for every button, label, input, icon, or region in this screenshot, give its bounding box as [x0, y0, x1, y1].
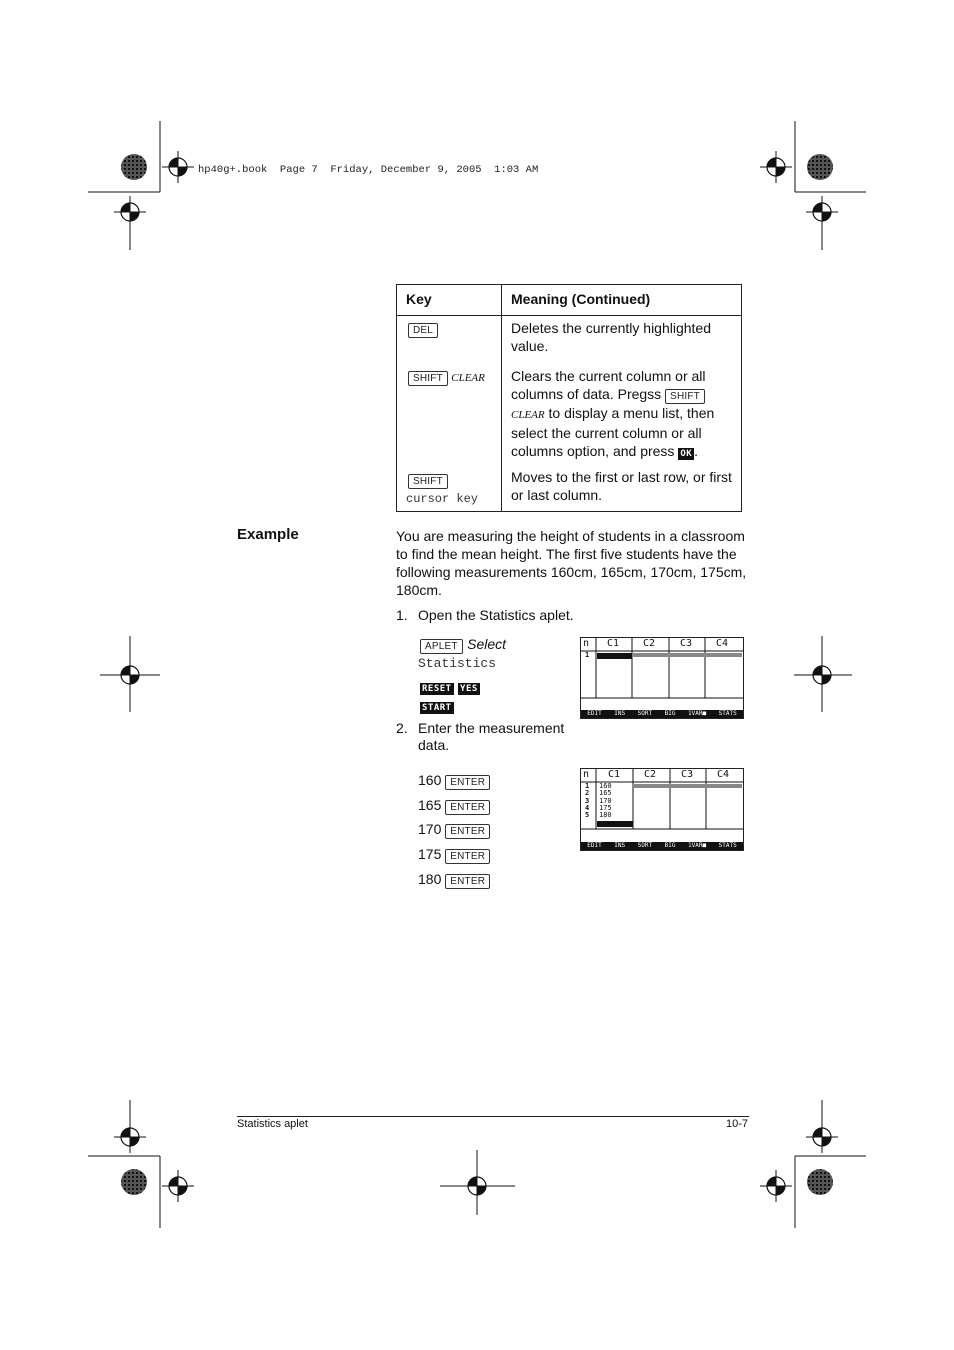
meaning-text: to display a menu list, then select the current column or all columns option, and press [511, 405, 715, 459]
reset-softkey: RESET [422, 684, 452, 694]
menu-ins: INS [614, 842, 626, 849]
screen-c1-values [599, 783, 612, 819]
screen-col-c2: C2 [644, 769, 657, 780]
screen-row-numbers [585, 783, 589, 819]
menu-big: BIG [664, 842, 676, 849]
shift-key: SHIFT [665, 389, 705, 404]
menu-big: BIG [664, 710, 676, 717]
menu-1var: 1VAR■ [688, 842, 707, 849]
screen-col-c1: C1 [607, 638, 620, 649]
entry-list [418, 768, 490, 892]
shift-key: SHIFT [408, 371, 448, 386]
step-1-number: 1. [396, 607, 408, 623]
menu-ins: INS [614, 710, 626, 717]
table-row-meaning [511, 367, 737, 460]
entry-item [418, 817, 490, 842]
screen-row-number: 1 [585, 651, 590, 659]
table-row-key [408, 473, 480, 504]
menu-sort: SORT [637, 710, 653, 717]
menu-1var: 1VAR■ [688, 710, 707, 717]
key-meaning-table [396, 284, 742, 512]
menu-stats: STATS [718, 710, 737, 717]
example-heading: Example [237, 526, 299, 543]
entry-item [418, 768, 490, 793]
entry-item [418, 842, 490, 867]
step-1-softkeys [420, 678, 480, 696]
screen-col-c3: C3 [681, 769, 694, 780]
entry-value: 165 [418, 796, 442, 813]
screen-col-c3: C3 [680, 638, 693, 649]
shift-key: SHIFT [408, 474, 448, 489]
screen-col-n: n [583, 638, 590, 649]
row-number: 3 [585, 796, 590, 805]
start-softkey: START [422, 703, 452, 713]
enter-key: ENTER [445, 849, 490, 864]
meaning-text: . [694, 443, 699, 459]
screen-col-c4: C4 [716, 638, 729, 649]
calculator-screen-1 [580, 637, 744, 719]
footer-rule [237, 1116, 749, 1117]
menu-sort: SORT [637, 842, 653, 849]
enter-key: ENTER [445, 775, 490, 790]
row-number: 4 [585, 803, 590, 812]
footer-section-title: Statistics aplet [237, 1118, 308, 1130]
screen-col-c4: C4 [717, 769, 730, 780]
table-row-key [408, 370, 485, 386]
entry-value: 160 [418, 772, 442, 788]
entry-item [418, 793, 490, 818]
cell-value: 170 [599, 796, 612, 805]
row-number: 5 [585, 811, 590, 820]
ok-softkey: OK [680, 449, 693, 459]
clear-label: CLEAR [511, 409, 545, 421]
screen-col-n: n [583, 769, 590, 780]
menu-edit: EDIT [587, 842, 602, 849]
meaning-text: Clears the current column or all columns of data. Pregss [511, 368, 706, 402]
entry-value: 175 [418, 846, 442, 863]
step-1-softkeys-2 [420, 697, 454, 715]
screen-1-menu [581, 710, 743, 718]
menu-stats: STATS [718, 842, 737, 849]
del-key: DEL [408, 323, 438, 338]
enter-key: ENTER [445, 824, 490, 839]
yes-softkey: YES [460, 684, 478, 694]
entry-item [418, 867, 490, 892]
step-2-text: Enter the measurement data. [418, 720, 565, 753]
table-row-meaning: Deletes the currently highlighted value. [511, 320, 712, 354]
screen-1-grid [581, 638, 743, 718]
footer-page-number: 10-7 [726, 1118, 749, 1130]
enter-key: ENTER [445, 800, 490, 815]
col-key-header: Key [406, 291, 432, 307]
cell-value: 160 [599, 782, 612, 790]
aplet-key: APLET [420, 639, 463, 654]
cursor-key-label: cursor key [406, 492, 479, 506]
col-meaning-header: Meaning (Continued) [511, 291, 651, 307]
row-number: 2 [585, 789, 590, 798]
printer-header: hp40g+.book Page 7 Friday, December 9, 2005 1:03 AM [198, 164, 539, 176]
calculator-screen-2 [580, 768, 744, 851]
example-paragraph: You are measuring the height of students in a classroom to find the mean height. The first five students have the following measurements 160cm, 165cm, 170cm, 175cm, 180cm. [396, 528, 747, 598]
column-divider [501, 285, 502, 511]
clear-label: CLEAR [451, 372, 485, 384]
cell-value: 180 [599, 811, 612, 820]
entry-value: 180 [418, 870, 442, 887]
screen-col-c1: C1 [608, 769, 621, 780]
table-row-key [408, 322, 438, 338]
aplet-name: Statistics [418, 656, 497, 671]
table-header-row [397, 285, 741, 316]
step-2-number: 2. [396, 720, 408, 736]
select-label: Select [467, 636, 507, 652]
table-row-meaning: Moves to the first or last row, or first or last column. [511, 469, 732, 503]
screen-col-c2: C2 [643, 638, 656, 649]
row-number: 1 [585, 782, 590, 790]
menu-edit: EDIT [587, 710, 602, 717]
cell-value: 175 [599, 803, 612, 812]
entry-value: 170 [418, 821, 442, 838]
enter-key: ENTER [445, 874, 490, 889]
step-1-keys [420, 636, 506, 654]
cell-value: 165 [599, 789, 612, 798]
screen-2-menu [581, 842, 743, 850]
step-1-text: Open the Statistics aplet. [418, 607, 574, 623]
